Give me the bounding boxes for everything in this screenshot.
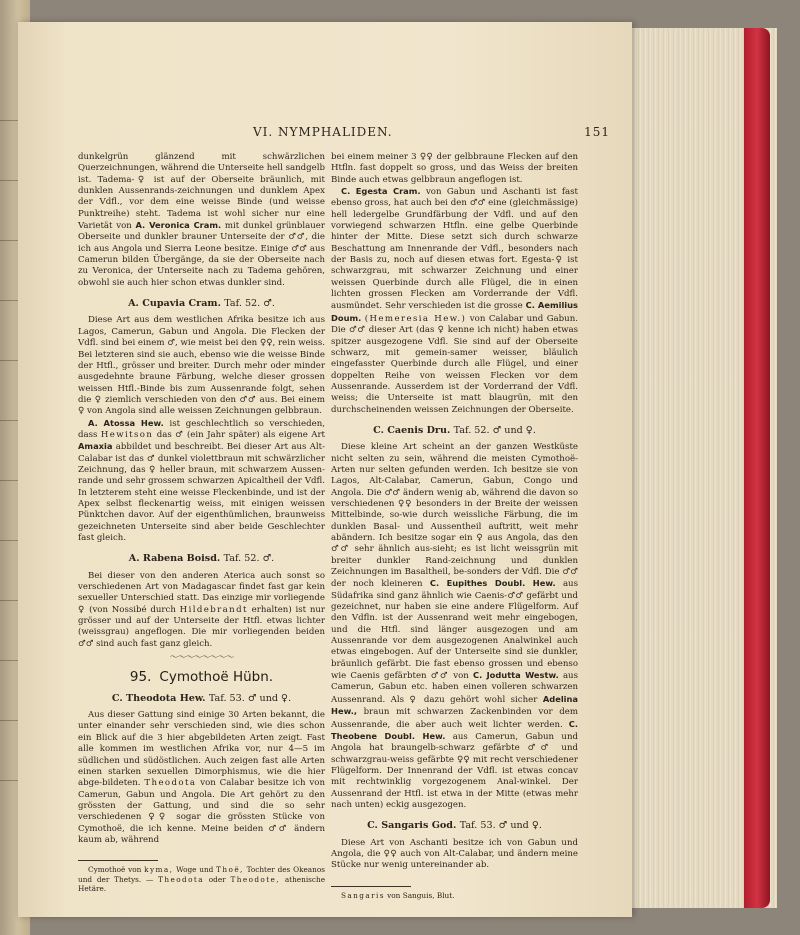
footnote: Sangaris von Sanguis, Blut. — [341, 890, 455, 900]
species-name: A. Veronica Cram. — [135, 220, 222, 231]
book-page — [18, 22, 632, 917]
species-name: C. Egesta Cram. — [341, 186, 421, 197]
left-column — [78, 152, 325, 894]
page-number: 151 — [584, 125, 610, 139]
book-cover-edge — [744, 28, 770, 908]
section-heading-sangaris: C. Sangaris God. Taf. 53. ♂ und ♀. — [367, 820, 542, 832]
paragraph: Aus dieser Gattung sind einige 30 Arten bekannt, die unter einander sehr verschieden sind, wie dies schon ein Blick auf die 3 hier abgebildeten Arten zeigt. Fast alle kommen im westlichen Afrika vor, nur 4—5 im südlichen und südöstlichen. Auch zeigen fast alle Arten einen starken sexuellen Dimorphismus, wie die hier abge-bildeten. Theodota von Calabar besitze ich von Camerun, Gabun und Angola. Die Art gehört zu den grössten der Gattung, und sind die so sehr verschiedenen ♀♀ sogar die grössten Stücke von Cymothoë, die ich kenne. Meine beiden ♂♂ ändern kaum ab, während — [78, 710, 325, 845]
section-heading-caenis: C. Caenis Dru. Taf. 52. ♂ und ♀. — [373, 424, 536, 436]
paragraph: dunkelgrün glänzend mit schwärzlichen Querzeichnungen, während die Unterseite hell sandgelb ist. Tadema-♀ ist auf der Oberseite bräunlich, mit dunklen Aussenrands-zeichnungen und dunklem Apex der Vdfl., vor dem eine weisse Binde (und weisse Punktreihe) steht. Tadema ist wohl sicher nur eine Varietät von A. Veronica Cram. mit dunkel grünblauer Oberseite und dunkler brauner Unterseite der ♂♂, die ich aus Angola und Sierra Leone besitze. Einige ♂♂ aus Camerun bilden Übergänge, da sie der Oberseite nach zu Veronica, der Unterseite nach zu Tadema gehören, obwohl sie auch hier schon etwas dunkler sind. — [78, 152, 325, 288]
footnote-rule — [78, 860, 158, 861]
running-head — [78, 125, 608, 143]
section-heading-theodota: C. Theodota Hew. Taf. 53. ♂ und ♀. — [111, 692, 292, 704]
chapter-title: VI. NYMPHALIDEN. — [253, 125, 393, 139]
section-heading-rabena: A. Rabena Boisd. Taf. 52. ♂. — [128, 553, 275, 565]
section-heading-cupavia: A. Cupavia Cram. Taf. 52. ♂. — [128, 298, 275, 310]
paragraph: Diese kleine Art scheint an der ganzen Westküste nicht selten zu sein, während die meisten Cymothoë-Arten nur selten gefunden werden. Ich besitze sie von Lagos, Alt-Calabar, Camerun, Gabun, Congo und Angola. Die ♂♂ ändern wenig ab, während die davon so verschiedenen ♀♀ besonders in der Breite der weissen Mittelbinde, so-wie durch weissliche Färbung, die im dunklen Basal- und Aussentheil auftritt, weit mehr abändern. Ich besitze sogar ein ♀ aus Angola, das den ♂♂ sehr ähnlich aus-sieht; es ist licht weissgrün mit breiter dunkler Rand-zeichnung und dunklen Zeichnungen im Basaltheil, be-sonders der Vdfl. Die ♂♂ der noch kleineren C. Eupithes Doubl. Hew. aus Südafrika sind ganz ähnlich wie Caenis-♂♂ gefärbt und gezeichnet, nur haben sie eine andere Flügelform. Auf den Vdfln. ist der Aussenrand weit mehr eingebogen, und die Htfl. sind länger ausgezogen und am Aussenrande vor dem ausgezogenen Analwinkel auch etwas eingebogen. Auf der Unterseite sind sie dunkler, bräunlich gefärbt. Die fast ebenso grossen und ebenso wie Caenis gefärbten ♂♂ von C. Jodutta Westw. aus Camerun, Gabun etc. haben einen volleren schwarzen Aussenrand. Als ♀ dazu gehört wohl sicher Adelina Hew., braun mit schwarzen Zackenbinden vor dem Aussenrande, die aber auch weit lichter werden. C. Theobene Doubl. Hew. aus Camerun, Gabun und Angola hat braungelb-schwarz gefärbte ♂♂ und schwarzgrau-weiss gefärbte ♀♀ mit recht verschiedener Flügelform. Der Innenrand der Vdfl. ist etwas concav mit rechtwinklig vorgezogenem Anal-winkel. Der Aussenrand der Htfl. ist etwa in der Mitte (etwas mehr nach unten) eckig ausgezogen. — [331, 442, 579, 810]
paragraph: bei einem meiner 3 ♀♀ der gelbbraune Flecken auf den Htfln. fast doppelt so gross, und das Weiss der breiten Binde auch etwas gelbbraun angeflogen ist. — [331, 152, 578, 185]
paragraph: Diese Art von Aschanti besitze ich von Gabun und Angola, die ♀♀ auch von Alt-Calabar, und ändern meine Stücke nur wenig untereinander ab. — [331, 837, 578, 871]
paragraph: Diese Art aus dem westlichen Afrika besitze ich aus Lagos, Camerun, Gabun und Angola. Die Flecken der Vdfl. sind bei einem ♂, wie meist bei den ♀♀, rein weiss. Bei letzteren sind sie auch, ebenso wie die weisse Binde der Htfl., grösser und breiter. Durch mehr oder minder ausgedehnte braune Färbung, welche dieser grossen weissen Htfl.-Binde bis zum Aussenrande folgt, sehen die ♀ ziemlich verschieden von den ♂♂ aus. Bei einem ♀ von Angola sind alle weissen Zeichnungen gelbbraun. — [78, 315, 325, 417]
species-name: A. Atossa Hew. — [88, 417, 164, 428]
paragraph: A. Atossa Hew. ist geschlechtlich so verschieden, dass Hewitson das ♂ (ein Jahr später) als eigene Art Amaxia abbildet und beschreibt. Bei dieser Art aus Alt-Calabar ist das ♂ dunkel violettbraun mit schwärzlicher Zeichnung, das ♀ heller braun, mit schwarzem Aussen-rande und sehr grossem schwarzen Apicaltheil der Vdfl. In letzterem steht eine weisse Fleckenbinde, und ist der Apex selbst fleckenartig weiss, mit einigen weissen Pünktchen davor. Auf der eigenthümlichen, braunweiss gezeichneten Unterseite sind aber beide Geschlechter fast gleich. — [78, 417, 326, 543]
genus-heading: 95. Cymothoë Hübn. — [129, 669, 274, 686]
paragraph: Bei dieser von den anderen Aterica auch sonst so verschiedenen Art von Madagascar findet fast gar kein sexueller Unterschied statt. Das einzige mir vorliegende ♀ (von Nossibé durch Hildebrandt erhalten) ist nur grösser und auf der Unterseite der Htfl. etwas lichter (weissgrau) angeflogen. Die mir vorliegenden beiden ♂♂ sind auch fast ganz gleich. — [78, 570, 326, 649]
footnote: Cymothoë von kyma, Woge und Thoë, Tochter des Okeanos und der Thetys. — Theodota oder Theodote, athenische Hetäre. — [78, 865, 326, 894]
footnote-rule — [331, 886, 411, 887]
ornamental-divider: 〜〜〜〜〜〜〜〜 — [169, 653, 234, 664]
paragraph: C. Egesta Cram. von Gabun und Aschanti ist fast ebenso gross, hat auch bei den ♂♂ eine (gleichmässige) hell ledergelbe Grundfärbung der Vdfl. und auf den vorwiegend schwarzen Htfln. eine gelbe Querbinde hinter der Mitte. Diese setzt sich durch schwarze Beschattung am Innenrande der Vdfl., besonders nach der Basis zu, noch auf diesen etwas fort. Egesta-♀ ist schwarzgrau, mit schwarzer Zeichnung und einer weissen Querbinde durch alle Flügel, die in einen lichten grossen Flecken am Vorderrande der Vdfl. ausmündet. Sehr verschieden ist die grosse C. Aemilius Doum. (Hemeresia Hew.) von Calabar und Gabun. Die ♂♂ dieser Art (das ♀ kenne ich nicht) haben etwas spitzer ausgezogene Vdfl. Sie sind auf der Oberseite schwarz, mit gemein-samer weisser, bläulich eingefasster Querbinde durch alle Flügel, und einer doppelten Reihe von weissen Flecken vor dem Aussenrande. Ausserdem ist der Vorderrand der Vdfl. weiss; die Unterseite ist matt blaugrün, mit den durchscheinenden weissen Zeichnungen der Oberseite. — [331, 186, 578, 415]
right-column — [331, 152, 578, 900]
